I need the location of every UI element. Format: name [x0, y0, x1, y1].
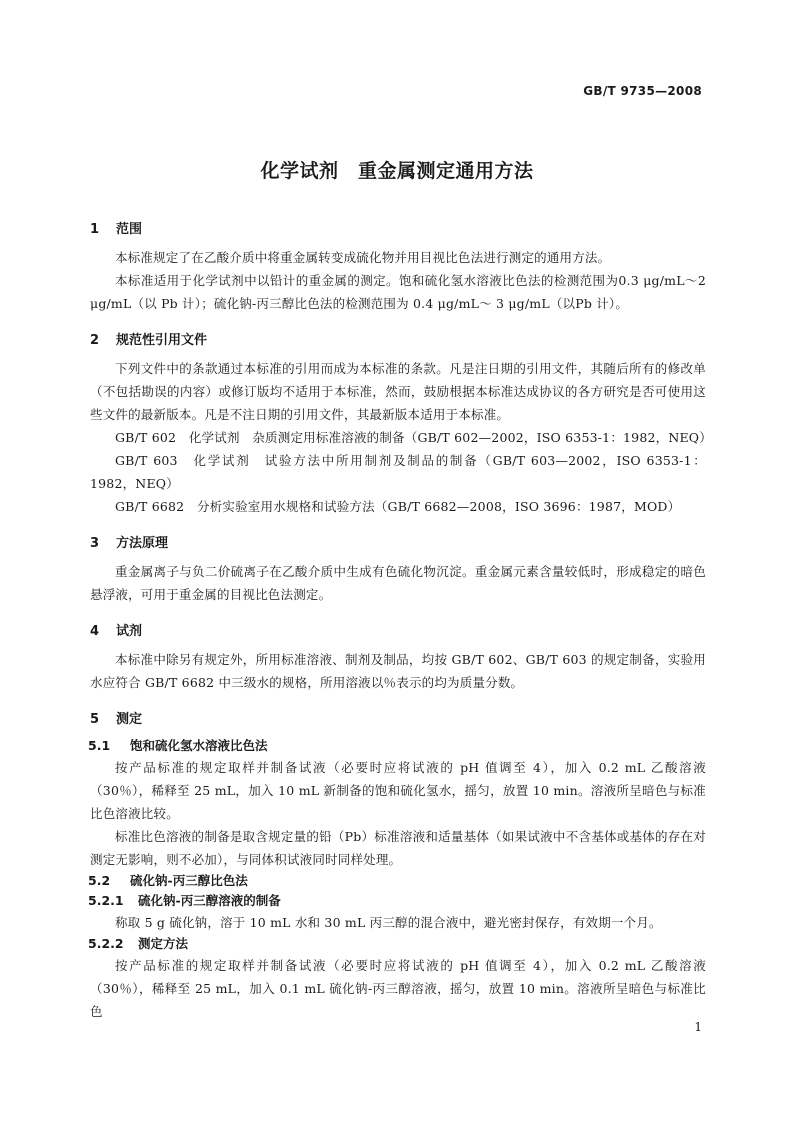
section-4-heading — [90, 622, 706, 642]
paragraph: 下列文件中的条款通过本标准的引用而成为本标准的条款。凡是注日期的引用文件，其随后所有的修改单（不包括勘误的内容）或修订版均不适用于本标准，然而，鼓励根据本标准达成协议的各方研究是否可使用这些文件的最新版本。凡是不注日期的引用文件，其最新版本适用于本标准。 — [90, 361, 706, 422]
reference-item: GB/T 603 化学试剂 试验方法中所用制剂及制品的制备（GB/T 603—2002，ISO 6353-1：1982，NEQ） — [90, 453, 706, 491]
subsection-number: 5.2.2 — [88, 936, 124, 951]
section-title: 试剂 — [116, 624, 143, 639]
section-5-heading — [90, 710, 706, 730]
paragraph: 标准比色溶液的制备是取含规定量的铅（Pb）标准溶液和适量基体（如果试液中不含基体或基体的存在对测定无影响，则不必加），与同体积试液同时同样处理。 — [90, 829, 706, 867]
subsection-number: 5.1 — [88, 738, 111, 753]
section-number: 5 — [90, 712, 100, 727]
paragraph: 本标准中除另有规定外，所用标准溶液、制剂及制品，均按 GB/T 602、GB/T 603 的规定制备，实验用水应符合 GB/T 6682 中三级水的规格，所用溶液以％表示的均为质量分数。 — [90, 652, 706, 690]
paragraph: 重金属离子与负二价硫离子在乙酸介质中生成有色硫化物沉淀。重金属元素含量较低时，形成稳定的暗色悬浮液，可用于重金属的目视比色法测定。 — [90, 564, 706, 602]
section-number: 4 — [90, 624, 100, 639]
subsection-title: 测定方法 — [138, 936, 189, 951]
reference-item: GB/T 6682 分析实验室用水规格和试验方法（GB/T 6682—2008，ISO 3696：1987，MOD） — [115, 499, 681, 514]
standard-code: GB/T 9735—2008 — [583, 84, 702, 98]
section-title: 测定 — [116, 712, 143, 727]
document-body — [88, 220, 712, 1023]
subsection-title: 硫化钠-丙三醇比色法 — [130, 873, 248, 888]
document-title: 化学试剂 重金属测定通用方法 — [260, 160, 534, 182]
section-number: 1 — [90, 222, 100, 237]
section-number: 2 — [90, 333, 100, 348]
subsection-title: 饱和硫化氢水溶液比色法 — [130, 738, 268, 753]
paragraph: 按产品标准的规定取样并制备试液（必要时应将试液的 pH 值调至 4），加入 0.2 mL 乙酸溶液（30％），稀释至 25 mL，加入 0.1 mL 硫化钠-丙三醇溶液，摇匀，放置 10 min。溶液所呈暗色与标准比色 — [90, 958, 706, 1019]
paragraph: 按产品标准的规定取样并制备试液（必要时应将试液的 pH 值调至 4），加入 0.2 mL 乙酸溶液（30％），稀释至 25 mL，加入 10 mL 新制备的饱和硫化氢水，摇匀，放置 10 min。溶液所呈暗色与标准比色溶液比较。 — [90, 760, 706, 821]
paragraph: 本标准规定了在乙酸介质中将重金属转变成硫化物并用目视比色法进行测定的通用方法。 — [115, 250, 611, 265]
subsection-number: 5.2.1 — [88, 893, 124, 908]
section-title: 范围 — [116, 222, 143, 237]
page-number: 1 — [694, 1020, 702, 1034]
subsection-5-2-heading — [88, 871, 706, 891]
paragraph: 本标准适用于化学试剂中以铅计的重金属的测定。饱和硫化氢水溶液比色法的检测范围为0.3 μg/mL～2 μg/mL（以 Pb 计）；硫化钠-丙三醇比色法的检测范围为 0.4 μg/mL～ 3 μg/mL（以Pb 计）。 — [90, 273, 706, 311]
subsection-number: 5.2 — [88, 873, 111, 888]
section-number: 3 — [90, 536, 100, 551]
subsection-5-1-heading — [88, 736, 706, 756]
section-title: 方法原理 — [116, 536, 169, 551]
subsection-5-2-1-heading — [88, 891, 706, 911]
section-title: 规范性引用文件 — [116, 333, 208, 348]
subsection-5-2-2-heading — [88, 934, 706, 954]
section-1-heading — [90, 220, 706, 240]
paragraph: 称取 5 g 硫化钠，溶于 10 mL 水和 30 mL 丙三醇的混合液中，避光密封保存，有效期一个月。 — [115, 915, 662, 930]
reference-item: GB/T 602 化学试剂 杂质测定用标准溶液的制备（GB/T 602—2002，ISO 6353-1：1982，NEQ） — [115, 430, 712, 445]
subsection-title: 硫化钠-丙三醇溶液的制备 — [138, 893, 281, 908]
section-3-heading — [90, 534, 706, 554]
section-2-heading — [90, 331, 706, 351]
